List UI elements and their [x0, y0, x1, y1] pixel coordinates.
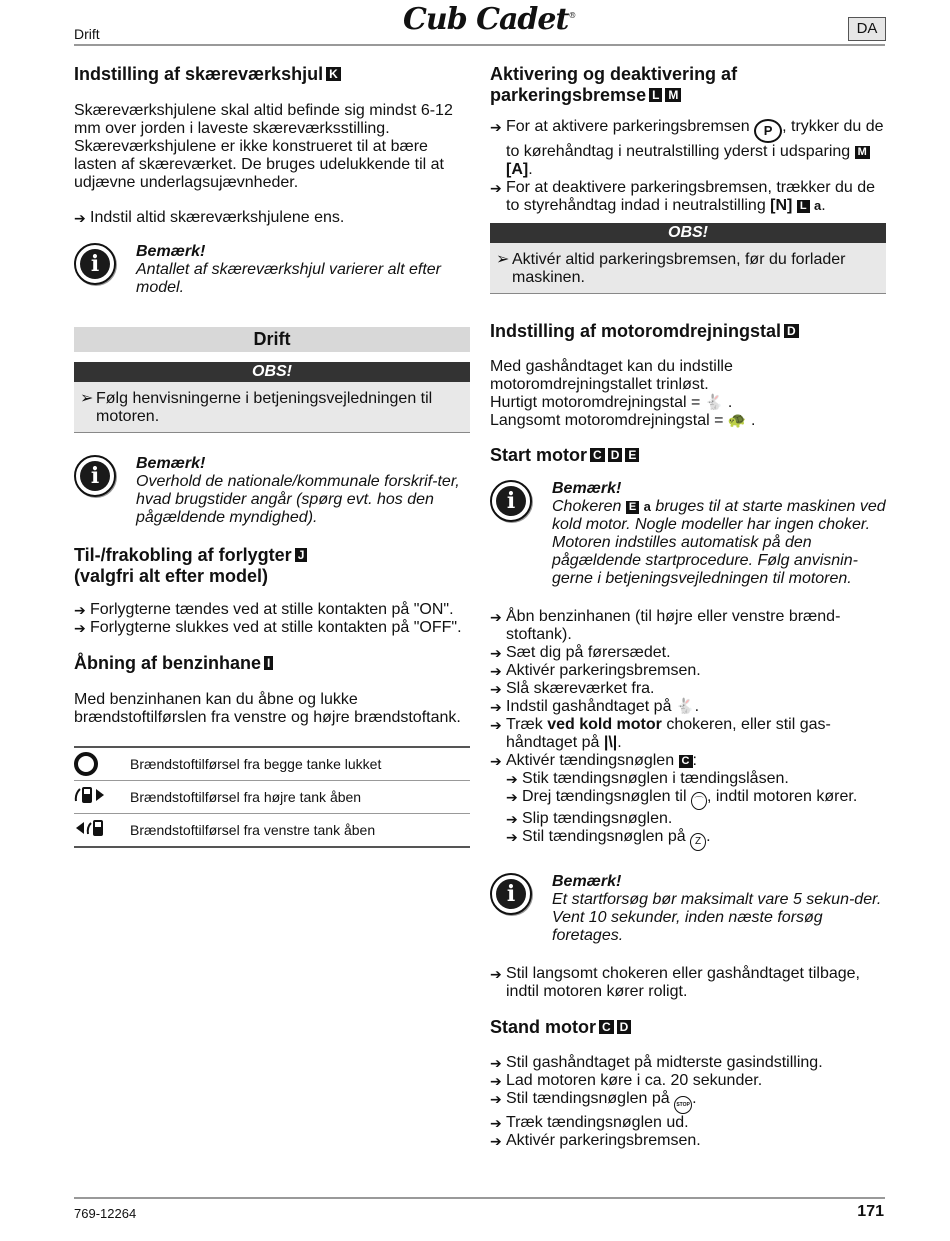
info-icon: i	[490, 480, 532, 522]
info-icon: i	[74, 455, 116, 497]
key-run-icon: Z	[690, 833, 706, 851]
obs-label: OBS!	[74, 362, 470, 382]
hare-icon: 🐇	[675, 698, 695, 715]
hare-icon: 🐇	[704, 394, 724, 411]
fuel-left-icon	[74, 825, 106, 841]
list-item: ➔ Stil tændingsnøglen på STOP .	[490, 1090, 886, 1114]
parking-bullet-deactivate: ➔ For at deaktivere parkeringsbremsen, trækker du de to styrehåndtag indad i neutralstilling [N] L a.	[490, 179, 876, 214]
drift-section-bar: Drift	[74, 327, 470, 352]
fuel-table	[74, 746, 470, 848]
footer-rule	[74, 1197, 885, 1199]
engine-speed-line1: Med gashåndtaget kan du indstille	[490, 358, 733, 375]
list-item: ➔ Stil tændingsnøglen på Z .	[490, 828, 886, 851]
note-start-attempt: i Bemærk! Et startforsøg bør maksimalt vare 5 sekun-der. Vent 10 sekunder, inden næste forsøg foretages.	[490, 873, 886, 945]
document-number: 769-12264	[74, 1206, 137, 1221]
engine-speed-slow: Langsomt motoromdrejningstal = 🐢 .	[490, 412, 756, 429]
obs-body: ➢ Følg henvisningerne i betjeningsvejledningen til motoren.	[74, 382, 470, 433]
table-row: Brændstoftilførsel fra begge tanke lukket	[74, 747, 470, 781]
engine-speed-fast: Hurtigt motoromdrejningstal = 🐇 .	[490, 394, 733, 411]
info-icon: i	[490, 873, 532, 915]
parking-bullet-activate: ➔ For at aktivere parkeringsbremsen P , trykker du de to kørehåndtag i neutralstilling yderst i udsparing M [A].	[490, 118, 884, 178]
start-final-step: ➔ Stil langsomt chokeren eller gashåndtaget tilbage, indtil motoren kører roligt.	[490, 965, 860, 1000]
table-row: Brændstoftilførsel fra højre tank åben	[74, 781, 470, 814]
obs-label: OBS!	[490, 223, 886, 243]
stop-steps	[490, 1054, 886, 1150]
note-usage-times: i Bemærk! Overhold de nationale/kommunale forskrif-ter, hvad brugstider angår (spørg evt. hos den pågældende myndighed).	[74, 455, 470, 527]
key-stop-icon: STOP	[674, 1096, 692, 1114]
list-item: ➔ Slå skæreværket fra.	[490, 680, 655, 697]
wheels-bullet: ➔ Indstil altid skæreværkshjulene ens.	[74, 209, 345, 226]
list-item: ➔ Træk ved kold motor chokeren, eller stil gas-håndtaget på |\|.	[490, 716, 831, 751]
fuel-tap-body: Med benzinhanen kan du åbne og lukke brændstoftilførslen fra venstre og højre brændstoftank.	[74, 691, 461, 726]
wheels-body: Skæreværkshjulene skal altid befinde sig mindst 6-12 mm over jorden i laveste skæreværksstilling. Skæreværkshjulene er ikke konstrueret til at bære lasten af skæreværket. De bruges udelukkende til at udjævne underlagsujævnheder.	[74, 102, 453, 191]
info-icon: i	[74, 243, 116, 285]
brand-logo: Cub Cadet®	[403, 2, 576, 37]
list-item: ➔ Aktivér parkeringsbremsen.	[490, 662, 701, 679]
list-item: ➔ Aktivér parkeringsbremsen.	[490, 1132, 701, 1149]
choke-icon: |\|	[603, 734, 618, 751]
right-column	[490, 64, 886, 1150]
heading-headlights: Til-/frakobling af forlygter J (valgfri alt efter model)	[74, 545, 470, 587]
list-item: ➔ Sæt dig på førersædet.	[490, 644, 671, 661]
header-rule	[74, 44, 885, 46]
list-item: ➔ Træk tændingsnøglen ud.	[490, 1114, 689, 1131]
headlights-bullet-off: ➔ Forlygterne slukkes ved at stille kontakten på "OFF".	[74, 619, 462, 636]
heading-stop-motor: Stand motor C D	[490, 1017, 886, 1038]
key-start-icon: ⌒	[691, 792, 707, 810]
list-item: ➔ Slip tændingsnøglen.	[506, 810, 673, 827]
table-row: Brændstoftilførsel fra venstre tank åben	[74, 814, 470, 848]
header-section-label: Drift	[74, 26, 100, 42]
list-item: ➔ Aktivér tændingsnøglen C :	[490, 752, 697, 769]
engine-speed-line2: motoromdrejningstallet trinløst.	[490, 376, 709, 393]
list-item: ➔ Åbn benzinhanen (til højre eller venstre brænd-stoftank).	[490, 608, 841, 643]
list-item: ➔ Lad motoren køre i ca. 20 sekunder.	[490, 1072, 763, 1089]
list-item: ➔ Stil gashåndtaget på midterste gasindstilling.	[490, 1054, 823, 1071]
headlights-bullet-on: ➔ Forlygterne tændes ved at stille kontakten på "ON".	[74, 601, 454, 618]
heading-start-motor: Start motor C D E	[490, 445, 886, 466]
list-item: ➔ Drej tændingsnøglen til ⌒ , indtil motoren kører.	[490, 788, 886, 810]
heading-engine-speed: Indstilling af motoromdrejningstal D	[490, 321, 886, 342]
obs-body: ➢ Aktivér altid parkeringsbremsen, før du forlader maskinen.	[490, 243, 886, 294]
list-item: ➔ Indstil gashåndtaget på 🐇.	[490, 698, 700, 715]
list-item: ➔ Stik tændingsnøglen i tændingslåsen.	[506, 770, 789, 787]
language-badge: DA	[848, 17, 886, 41]
note-wheels: i Bemærk! Antallet af skæreværkshjul varierer alt efter model.	[74, 243, 470, 297]
start-steps	[490, 608, 886, 851]
note-choke: i Bemærk! Chokeren E a bruges til at starte maskinen ved kold motor. Nogle modeller har ingen choker. Motoren indstilles automatisk på den pågældende startprocedure. Følg anvisnin-gerne i betjeningsvejledningen til motoren.	[490, 480, 886, 588]
heading-wheels: Indstilling af skæreværkshjul K	[74, 64, 470, 85]
heading-parking-brake: Aktivering og deaktivering af parkeringsbremse L M	[490, 64, 738, 105]
turtle-icon: 🐢	[727, 412, 747, 429]
heading-fuel-tap: Åbning af benzinhane I	[74, 653, 470, 674]
left-column	[74, 64, 470, 848]
page-number: 171	[857, 1203, 884, 1220]
fuel-right-icon	[74, 792, 106, 808]
parking-brake-icon: P	[754, 119, 782, 143]
closed-circle-icon	[74, 752, 98, 776]
